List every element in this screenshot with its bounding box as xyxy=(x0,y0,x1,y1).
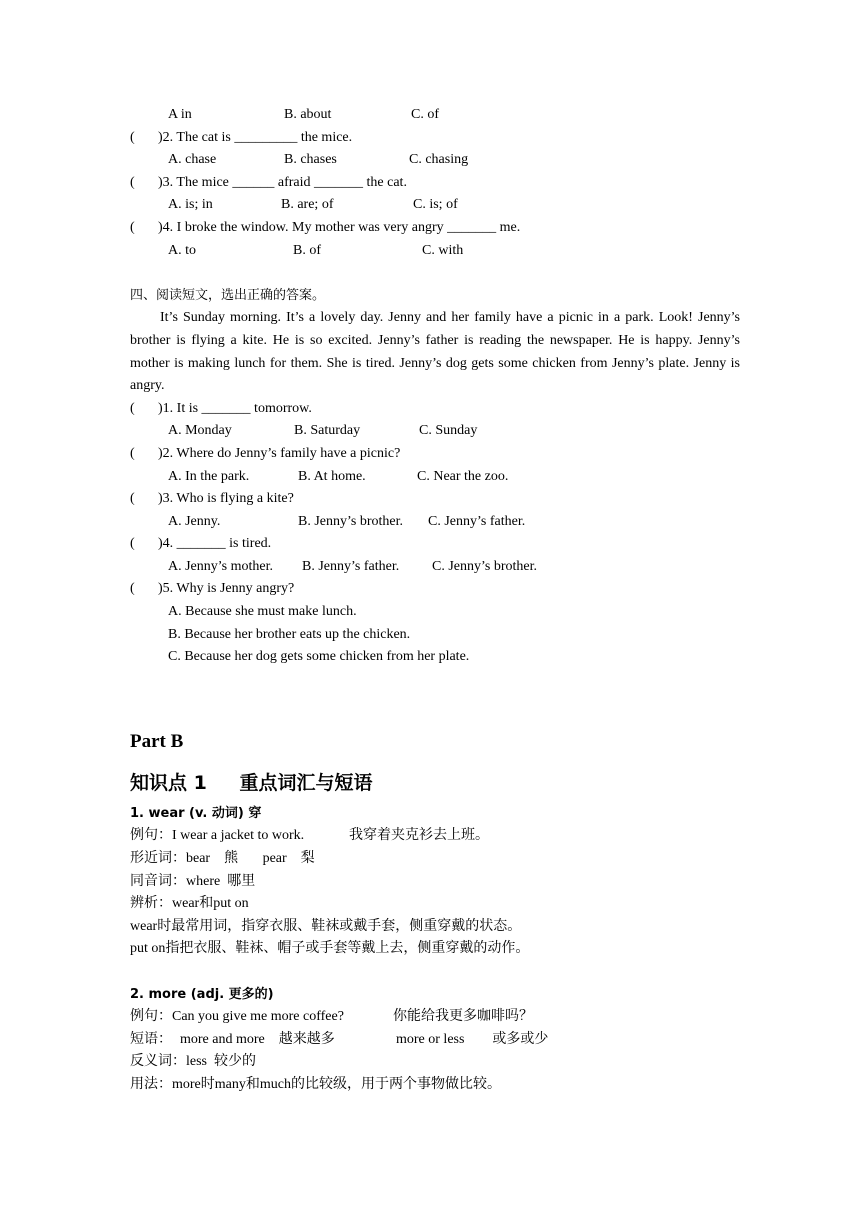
option-a: A. Because she must make lunch. xyxy=(168,604,357,620)
question xyxy=(130,217,740,240)
options-row xyxy=(130,466,740,489)
diff-line xyxy=(130,893,740,916)
label: 例句： xyxy=(130,1009,172,1025)
question xyxy=(130,172,740,195)
reading-passage: It’s Sunday morning. It’s a lovely day. Jenny and her family have a picnic in a park. Look! Jenny’s brother is flying a kite. He is so excited. Jenny’s father is reading the newspaper. He is happy. Jenny’s mother is making lunch for them. She is tired. Jenny’s dog gets some chicken from Jenny’s plate. Jenny is angry. xyxy=(130,310,740,394)
option-c: C. of xyxy=(411,107,439,122)
label: 辨析： xyxy=(130,896,172,912)
question xyxy=(130,398,740,421)
option-b: B. Because her brother eats up the chicken. xyxy=(168,626,411,642)
question-text: )1. It is _______ tomorrow. xyxy=(158,400,312,416)
diff-words: wear和put on xyxy=(172,896,249,912)
question-text: )5. Why is Jenny angry? xyxy=(158,581,295,597)
option-c: C. chasing xyxy=(409,152,469,168)
example-line xyxy=(130,1006,740,1029)
option-b: B. Saturday xyxy=(294,423,361,439)
option-c: C. Because her dog gets some chicken from her plate. xyxy=(168,649,470,665)
phrase: more and more 越来越多 xyxy=(180,1031,335,1047)
answer-paren: ( xyxy=(130,445,135,461)
options-row xyxy=(130,149,740,172)
antonym-line xyxy=(130,1051,740,1074)
option-b: B. chases xyxy=(284,152,337,168)
options-row xyxy=(130,194,740,217)
answer-paren: ( xyxy=(130,400,135,416)
usage-line xyxy=(130,1074,740,1097)
phrase: more or less 或多或少 xyxy=(396,1031,549,1047)
note-line: wear时最常用词，指穿衣服、鞋袜或戴手套，侧重穿戴的状态。 xyxy=(130,918,522,934)
question-text: )2. The cat is _________ the mice. xyxy=(158,129,353,145)
answer-paren: ( xyxy=(130,174,135,190)
option-b: B. At home. xyxy=(298,468,366,484)
option-a: A. Jenny’s mother. xyxy=(168,558,273,574)
similar-words: bear 熊 pear 梨 xyxy=(186,851,315,867)
question-text: )4. I broke the window. My mother was very angry _______ me. xyxy=(158,219,521,235)
question xyxy=(130,533,740,556)
knowledge-point-label: 知识点 1 xyxy=(130,771,207,794)
option-b: B. Jenny’s brother. xyxy=(298,513,403,529)
option-a: A. is; in xyxy=(168,197,213,213)
example-zh: 你能给我更多咖啡吗？ xyxy=(393,1009,533,1025)
label: 例句： xyxy=(130,828,172,844)
section-heading: 四、阅读短文，选出正确的答案。 xyxy=(130,287,326,303)
option-b: B. of xyxy=(293,242,321,258)
answer-paren: ( xyxy=(130,581,135,597)
options-row xyxy=(130,511,740,534)
option-c: C. Jenny’s father. xyxy=(428,513,526,529)
answer-paren: ( xyxy=(130,491,135,507)
part-title: Part B xyxy=(130,730,184,752)
question xyxy=(130,443,740,466)
answer-paren: ( xyxy=(130,219,135,235)
example-en: I wear a jacket to work. xyxy=(172,828,305,844)
option-c: C. is; of xyxy=(413,197,458,213)
knowledge-point-title: 重点词汇与短语 xyxy=(239,771,373,794)
label: 短语： xyxy=(130,1031,172,1047)
knowledge-point-heading xyxy=(130,763,740,803)
document-page xyxy=(130,104,740,1097)
homophone-line xyxy=(130,871,740,894)
vocab-head: 1. wear (v. 动词) 穿 xyxy=(130,805,262,821)
note-line: put on指把衣服、鞋袜、帽子或手套等戴上去，侧重穿戴的动作。 xyxy=(130,941,530,957)
question-text: )4. _______ is tired. xyxy=(158,536,272,552)
option-a: A. In the park. xyxy=(168,468,250,484)
vocab-head: 2. more (adj. 更多的) xyxy=(130,986,274,1002)
question xyxy=(130,127,740,150)
option-c: C. with xyxy=(422,242,464,258)
label: 同音词： xyxy=(130,873,186,889)
option-c: C. Near the zoo. xyxy=(417,468,509,484)
option-b: B. are; of xyxy=(281,197,334,213)
example-line xyxy=(130,825,740,848)
option-a: A. to xyxy=(168,242,196,258)
homophone-words: where 哪里 xyxy=(186,873,256,889)
option-c: C. Jenny’s brother. xyxy=(432,558,537,574)
option-a: A in xyxy=(168,107,192,122)
options-row xyxy=(130,556,740,579)
antonym: less 较少的 xyxy=(186,1054,256,1070)
phrase-line xyxy=(130,1029,740,1052)
question-text: )3. Who is flying a kite? xyxy=(158,491,294,507)
options-row xyxy=(130,420,740,443)
question xyxy=(130,578,740,601)
example-zh: 我穿着夹克衫去上班。 xyxy=(349,828,489,844)
option-b: B. Jenny’s father. xyxy=(302,558,400,574)
answer-paren: ( xyxy=(130,129,135,145)
label: 形近词： xyxy=(130,851,186,867)
option-c: C. Sunday xyxy=(419,423,478,439)
similar-line xyxy=(130,848,740,871)
option-b: B. about xyxy=(284,107,332,122)
options-row xyxy=(130,104,740,127)
usage: more时many和much的比较级，用于两个事物做比较。 xyxy=(172,1076,501,1092)
label: 反义词： xyxy=(130,1054,186,1070)
answer-paren: ( xyxy=(130,536,135,552)
options-row xyxy=(130,240,740,263)
question-text: )3. The mice ______ afraid _______ the cat. xyxy=(158,174,407,190)
question-text: )2. Where do Jenny’s family have a picnic? xyxy=(158,445,401,461)
option-a: A. chase xyxy=(168,152,217,168)
option-a: A. Jenny. xyxy=(168,513,221,529)
question xyxy=(130,488,740,511)
example-en: Can you give me more coffee? xyxy=(172,1009,344,1025)
option-a: A. Monday xyxy=(168,423,232,439)
label: 用法： xyxy=(130,1076,172,1092)
